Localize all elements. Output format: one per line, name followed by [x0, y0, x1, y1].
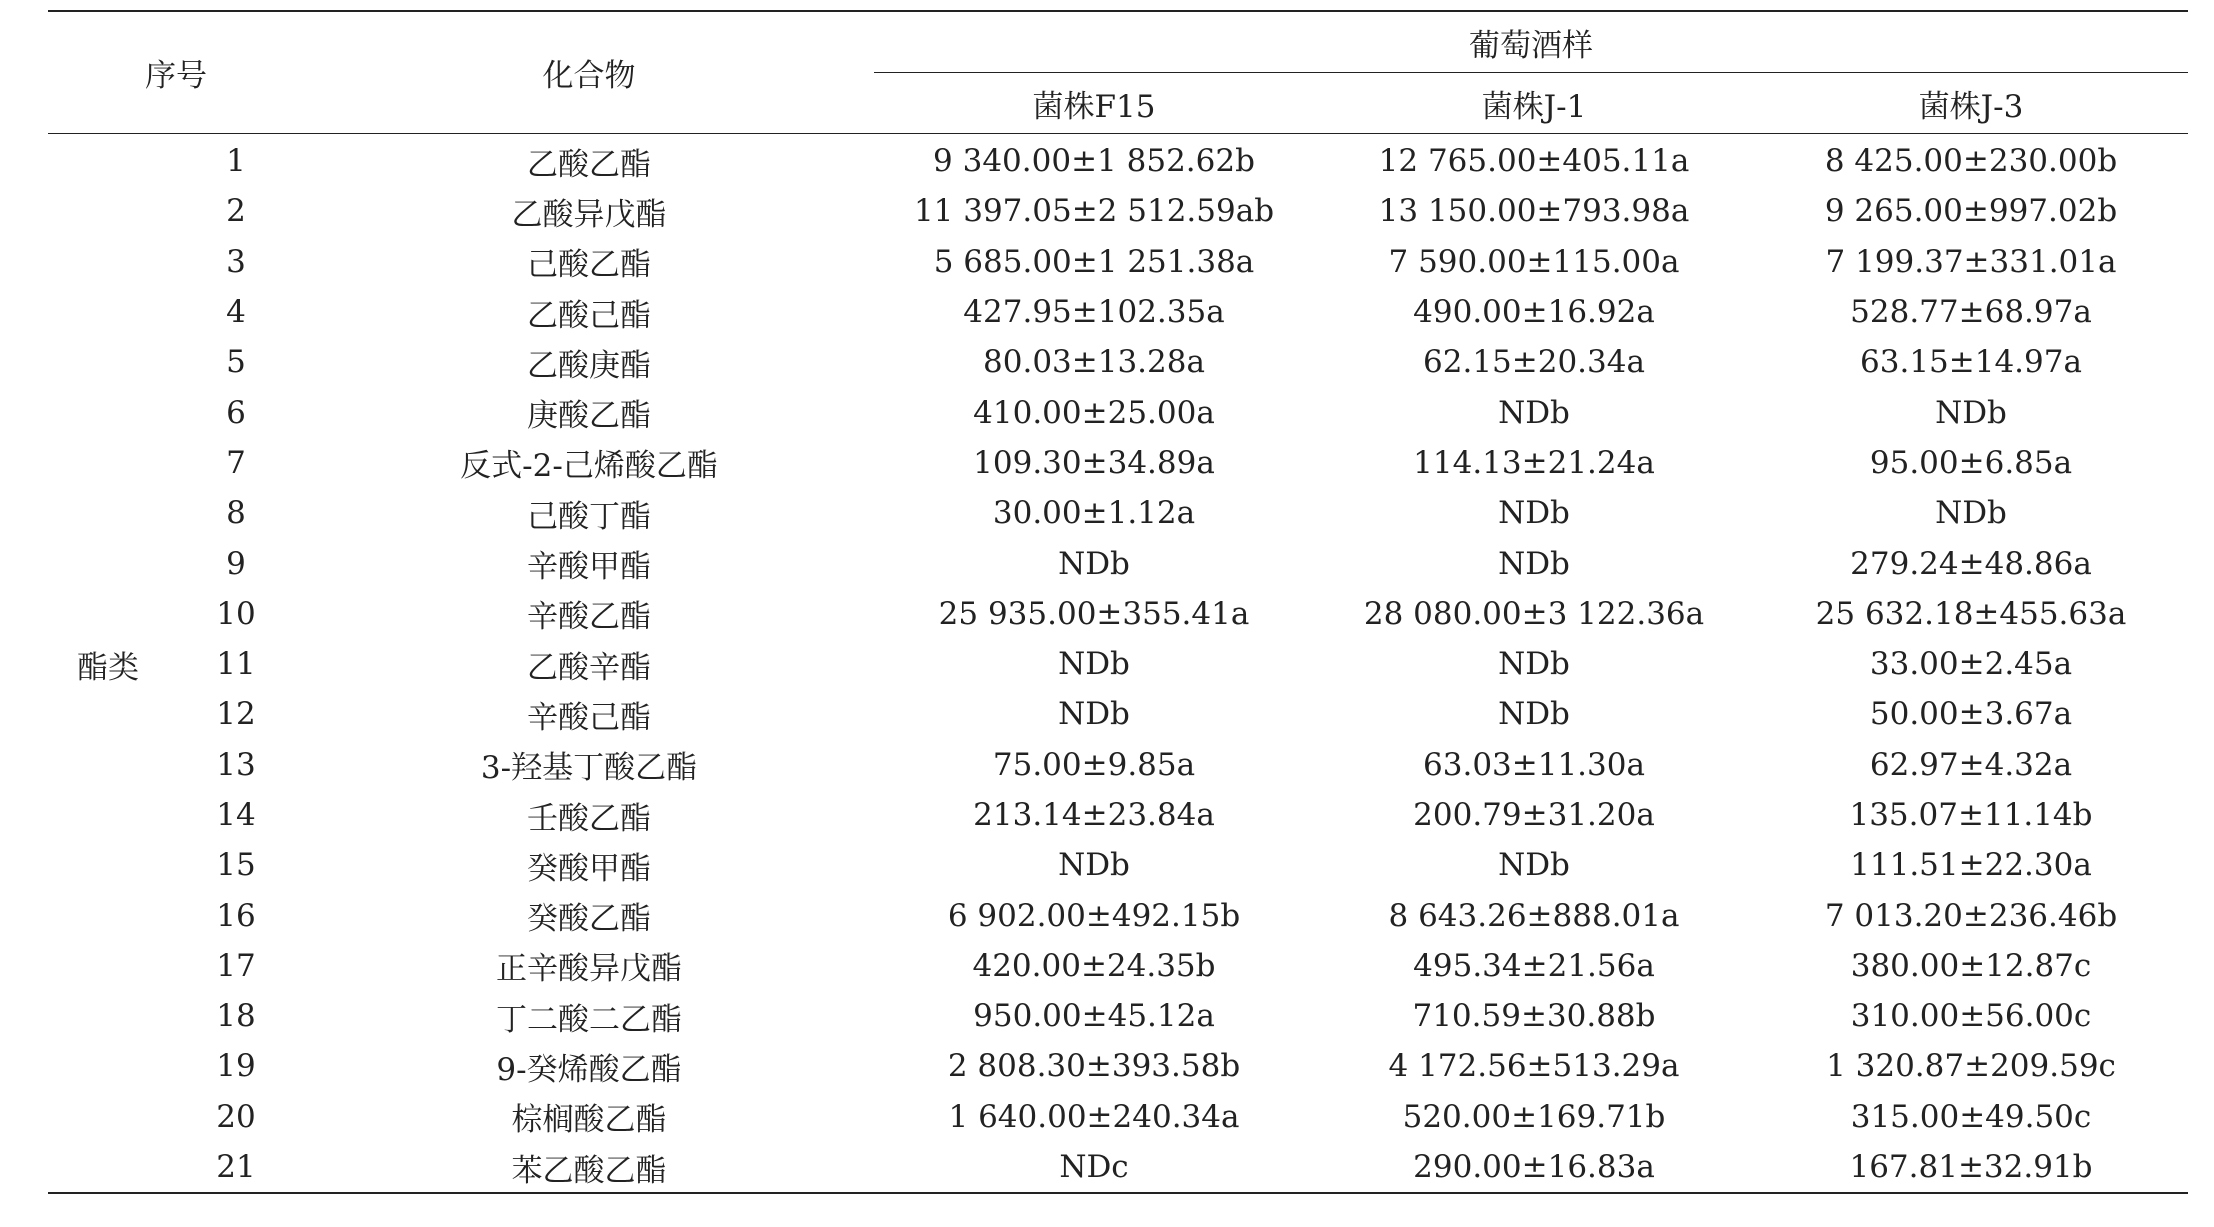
table-row — [48, 890, 2188, 940]
row-value-j1: 520.00±169.71b — [1402, 1098, 1666, 1135]
row-serial-number: 19 — [216, 1048, 256, 1085]
table-row — [48, 840, 2188, 890]
row-compound-name: 己酸丁酯 — [527, 498, 651, 535]
table-row — [48, 488, 2188, 538]
row-compound-name: 3-羟基丁酸乙酯 — [480, 750, 698, 787]
table-row — [48, 287, 2188, 337]
row-compound-name: 9-癸烯酸乙酯 — [496, 1051, 682, 1088]
row-compound-name: 乙酸庚酯 — [527, 347, 651, 384]
row-value-j1: 8 643.26±888.01a — [1388, 897, 1680, 934]
row-serial-number: 12 — [216, 696, 256, 733]
table-row — [48, 1041, 2188, 1091]
row-value-j3: NDb — [1935, 495, 2007, 532]
row-value-f15: 6 902.00±492.15b — [947, 897, 1241, 934]
row-value-j3: 1 320.87±209.59c — [1826, 1048, 2116, 1085]
row-value-f15: 427.95±102.35a — [963, 294, 1225, 331]
row-serial-number: 1 — [226, 143, 246, 180]
table-body — [48, 134, 2188, 1194]
row-value-j1: 114.13±21.24a — [1413, 444, 1655, 481]
row-serial-number: 2 — [226, 193, 246, 230]
row-value-j1: NDb — [1498, 495, 1570, 532]
row-value-j1: NDb — [1498, 646, 1570, 683]
table-row — [48, 387, 2188, 437]
row-compound-name: 乙酸异戊酯 — [511, 196, 667, 233]
table-row — [48, 589, 2188, 639]
row-value-j1: 490.00±16.92a — [1413, 294, 1655, 331]
row-serial-number: 3 — [226, 243, 246, 280]
row-value-f15: 30.00±1.12a — [992, 495, 1196, 532]
row-serial-number: 13 — [216, 746, 256, 783]
header-serial-number: 序号 — [48, 11, 304, 134]
row-value-j3: 279.24±48.86a — [1850, 545, 2092, 582]
row-value-j3: 9 265.00±997.02b — [1824, 193, 2118, 230]
table-row — [48, 337, 2188, 387]
table-row — [48, 740, 2188, 790]
header-wine-sample-group: 葡萄酒样 — [874, 11, 2188, 73]
row-serial-number: 18 — [216, 998, 256, 1035]
row-value-j1: 200.79±31.20a — [1413, 797, 1655, 833]
row-compound-name: 壬酸乙酯 — [527, 800, 651, 837]
row-value-f15: 109.30±34.89a — [973, 444, 1215, 481]
row-compound-name: 辛酸甲酯 — [527, 549, 651, 586]
row-value-j1: 62.15±20.34a — [1423, 344, 1645, 381]
table-row — [48, 1142, 2188, 1193]
row-value-j3: 62.97±4.32a — [1869, 746, 2073, 783]
category-cell: 酯类 — [48, 134, 168, 1194]
row-value-j3: NDb — [1935, 394, 2007, 431]
row-serial-number: 16 — [216, 897, 256, 934]
row-serial-number: 9 — [226, 545, 246, 582]
row-compound-name: 丁二酸二乙酯 — [496, 1001, 682, 1038]
row-serial-number: 10 — [216, 595, 256, 632]
row-value-j3: 95.00±6.85a — [1869, 444, 2073, 481]
table-row — [48, 689, 2188, 739]
row-serial-number: 6 — [226, 394, 246, 431]
row-value-f15: 2 808.30±393.58b — [947, 1048, 1241, 1085]
row-value-j3: 8 425.00±230.00b — [1824, 143, 2118, 180]
table-row — [48, 186, 2188, 236]
row-value-j1: 12 765.00±405.11a — [1378, 143, 1690, 180]
row-serial-number: 5 — [226, 344, 246, 381]
wine-ester-table — [48, 10, 2188, 1194]
row-value-f15: 213.14±23.84a — [973, 797, 1215, 833]
row-value-f15: NDb — [1058, 696, 1130, 733]
row-serial-number: 21 — [168, 1142, 304, 1193]
row-value-j3: 111.51±22.30a — [1850, 847, 2092, 884]
row-value-f15: 1 640.00±240.34a — [948, 1098, 1240, 1135]
table-row — [48, 639, 2188, 689]
row-serial-number: 15 — [216, 847, 256, 884]
row-value-j1: 7 590.00±115.00a — [1388, 243, 1680, 280]
row-compound-name: 正辛酸异戊酯 — [496, 951, 682, 988]
header-strain-j1: 菌株J-1 — [1314, 73, 1754, 134]
row-serial-number: 14 — [216, 797, 256, 833]
row-compound-name: 反式-2-己烯酸乙酯 — [460, 448, 718, 485]
row-value-j1: 63.03±11.30a — [1423, 746, 1645, 783]
header-strain-j3: 菌株J-3 — [1754, 73, 2188, 134]
row-compound-name: 乙酸辛酯 — [527, 649, 651, 686]
row-compound-name: 棕榈酸乙酯 — [511, 1102, 667, 1139]
row-value-j3: 135.07±11.14b — [1849, 797, 2093, 833]
table-row — [48, 438, 2188, 488]
table-row — [48, 790, 2188, 840]
row-value-f15: 80.03±13.28a — [983, 344, 1205, 381]
row-value-j3: 63.15±14.97a — [1860, 344, 2082, 381]
table-row — [48, 538, 2188, 588]
row-compound-name: 癸酸甲酯 — [527, 850, 651, 887]
row-value-j1: 710.59±30.88b — [1412, 998, 1656, 1035]
table-row — [48, 237, 2188, 287]
row-value-j3: 167.81±32.91b — [1754, 1142, 2188, 1193]
row-value-j3: 33.00±2.45a — [1869, 646, 2073, 683]
row-value-j1: NDb — [1498, 394, 1570, 431]
row-value-j3: 310.00±56.00c — [1850, 998, 2092, 1035]
table-row — [48, 941, 2188, 991]
row-value-f15: 420.00±24.35b — [972, 947, 1216, 984]
row-value-j3: 315.00±49.50c — [1850, 1098, 2092, 1135]
row-serial-number: 11 — [216, 646, 256, 683]
row-value-j3: 528.77±68.97a — [1850, 294, 2092, 331]
row-serial-number: 20 — [216, 1098, 256, 1135]
row-value-j3: 380.00±12.87c — [1850, 947, 2092, 984]
row-value-j3: 25 632.18±455.63a — [1815, 595, 2127, 632]
table-row — [48, 134, 2188, 187]
row-value-f15: 25 935.00±355.41a — [938, 595, 1250, 632]
row-serial-number: 4 — [226, 294, 246, 331]
row-value-j1: 495.34±21.56a — [1413, 947, 1655, 984]
row-value-j1: 13 150.00±793.98a — [1378, 193, 1690, 230]
row-value-j1: NDb — [1498, 847, 1570, 884]
row-compound-name: 己酸乙酯 — [527, 247, 651, 284]
row-compound-name: 癸酸乙酯 — [527, 901, 651, 938]
row-value-f15: 75.00±9.85a — [992, 746, 1196, 783]
row-value-j1: NDb — [1498, 696, 1570, 733]
row-compound-name: 辛酸己酯 — [527, 699, 651, 736]
header-strain-f15: 菌株F15 — [874, 73, 1314, 134]
row-serial-number: 7 — [226, 444, 246, 481]
row-serial-number: 17 — [216, 947, 256, 984]
table-header — [48, 11, 2188, 134]
row-compound-name: 辛酸乙酯 — [527, 599, 651, 636]
row-value-j1: 4 172.56±513.29a — [1388, 1048, 1680, 1085]
data-table-container — [48, 10, 2188, 1194]
table-row — [48, 1092, 2188, 1142]
row-value-j3: 7 013.20±236.46b — [1824, 897, 2118, 934]
row-value-j3: 7 199.37±331.01a — [1825, 243, 2117, 280]
row-compound-name: 乙酸己酯 — [527, 297, 651, 334]
row-value-f15: 9 340.00±1 852.62b — [933, 143, 1255, 180]
row-serial-number: 8 — [226, 495, 246, 532]
row-value-j1: 290.00±16.83a — [1314, 1142, 1754, 1193]
row-value-f15: NDc — [874, 1142, 1314, 1193]
header-compound: 化合物 — [304, 11, 874, 134]
table-row — [48, 991, 2188, 1041]
row-value-f15: 5 685.00±1 251.38a — [933, 243, 1255, 280]
row-value-f15: NDb — [1058, 545, 1130, 582]
row-value-f15: NDb — [1058, 646, 1130, 683]
row-value-f15: NDb — [1058, 847, 1130, 884]
row-value-j3: 50.00±3.67a — [1869, 696, 2073, 733]
row-value-j1: 28 080.00±3 122.36a — [1363, 595, 1705, 632]
row-compound-name: 庚酸乙酯 — [527, 398, 651, 435]
row-compound-name: 乙酸乙酯 — [527, 146, 651, 183]
row-value-f15: 410.00±25.00a — [973, 394, 1215, 431]
row-value-j1: NDb — [1498, 545, 1570, 582]
row-value-f15: 11 397.05±2 512.59ab — [913, 193, 1275, 230]
row-value-f15: 950.00±45.12a — [973, 998, 1215, 1035]
row-compound-name: 苯乙酸乙酯 — [304, 1142, 874, 1193]
